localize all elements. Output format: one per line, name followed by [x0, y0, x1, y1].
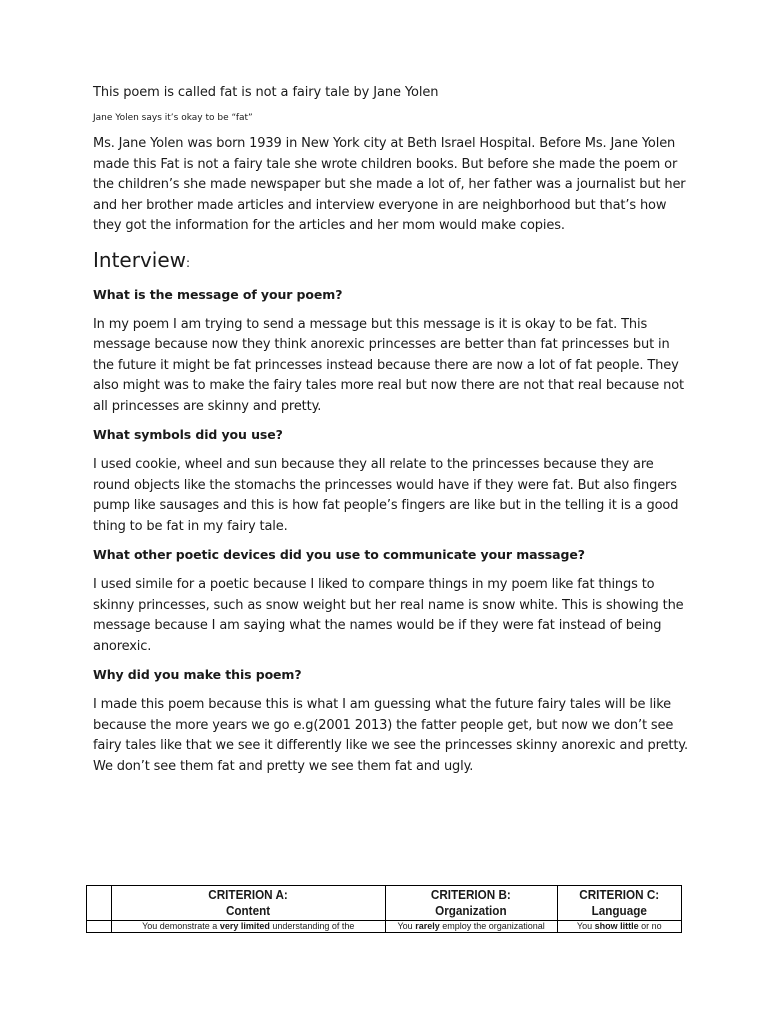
answer-poetic-devices: I used simile for a poetic because I liked to compare things in my poem like fat things to skinny princesses, such as snow weight but her real name is snow white. This is showing the message because I am saying what the names would be if they were fat instead of being anorexic.	[93, 577, 684, 654]
criterion-b-header	[394, 886, 549, 921]
criterion-c-desc-bold: show little	[594, 921, 639, 931]
criterion-b-sub: Organization	[435, 903, 507, 918]
criterion-b-desc	[385, 921, 557, 933]
interview-heading-text: Interview	[93, 247, 186, 272]
question-poetic-devices: What other poetic devices did you use to communicate your massage?	[93, 547, 585, 562]
criterion-b-desc-pre: You	[397, 921, 416, 931]
answer-why: I made this poem because this is what I am guessing what the future fairy tales will be like because the more years we go e.g(2001 2013) the fatter people get, but now we don’t see fairy tales like that we see it differently like we see the princesses skinny anorexic and pretty. We don’t see them fat and pretty we see them fat and ugly.	[93, 697, 688, 774]
interview-heading-colon: :	[186, 255, 191, 270]
criterion-c-desc-post: or no	[638, 921, 662, 931]
criterion-b-name: CRITERION B:	[431, 887, 512, 902]
criterion-a-desc-pre: You demonstrate a	[142, 921, 220, 931]
criterion-a-desc-post: understanding of the	[269, 921, 355, 931]
document-subtitle-line: Jane Yolen says it’s okay to be “fat”	[93, 113, 253, 123]
question-why: Why did you make this poem?	[93, 667, 302, 682]
answer-message: In my poem I am trying to send a message but this message is it is okay to be fat. This message because now they think anorexic princesses are better than fat princesses but in the future it might be fat princesses instead because there are now a lot of fat people. They also might was to make the fairy tales more real but now there are not that real because not all princesses are skinny and pretty.	[93, 316, 684, 414]
criterion-c-sub: Language	[591, 903, 647, 918]
question-symbols: What symbols did you use?	[93, 427, 283, 442]
criterion-b-desc-post: employ the organizational	[439, 921, 545, 931]
question-message: What is the message of your poem?	[93, 286, 343, 302]
rubric-corner-cell	[87, 886, 112, 921]
criterion-a-desc-bold: very limited	[219, 921, 270, 931]
document-title-line: This poem is called fat is not a fairy tale by Jane Yolen	[93, 85, 439, 100]
rubric-row-label-cell	[87, 921, 112, 933]
interview-heading	[93, 247, 693, 276]
answer-symbols: I used cookie, wheel and sun because they all relate to the princesses because they are round objects like the stomachs the princesses would have if they were fat. But also fingers pump like sausages and this is how fat people’s fingers are like but in the telling it is a good thing to be fat in my fairy tale.	[93, 457, 679, 534]
criterion-b-desc-bold: rarely	[415, 921, 440, 931]
criterion-a-sub: Content	[226, 903, 271, 918]
criterion-a-name: CRITERION A:	[208, 887, 289, 902]
criterion-c-header	[563, 886, 675, 921]
criterion-a-desc	[111, 921, 385, 933]
criterion-c-desc	[557, 921, 681, 933]
criterion-a-header	[125, 886, 372, 921]
rubric-table	[86, 885, 682, 933]
document-body	[93, 84, 693, 786]
intro-paragraph: Ms. Jane Yolen was born 1939 in New York city at Beth Israel Hospital. Before Ms. Jane Yolen made this Fat is not a fairy tale she wrote children books. But before she made the poem or the children’s she made newspaper but she made a lot of, her father was a journalist but her and her brother made articles and interview everyone in are neighborhood but that’s how they got the information for the articles and her mom would make copies.	[93, 136, 686, 233]
rubric-header-row	[87, 886, 682, 921]
criterion-c-desc-pre: You	[576, 921, 595, 931]
rubric-desc-row	[87, 921, 682, 933]
criterion-c-name: CRITERION C:	[579, 887, 660, 902]
